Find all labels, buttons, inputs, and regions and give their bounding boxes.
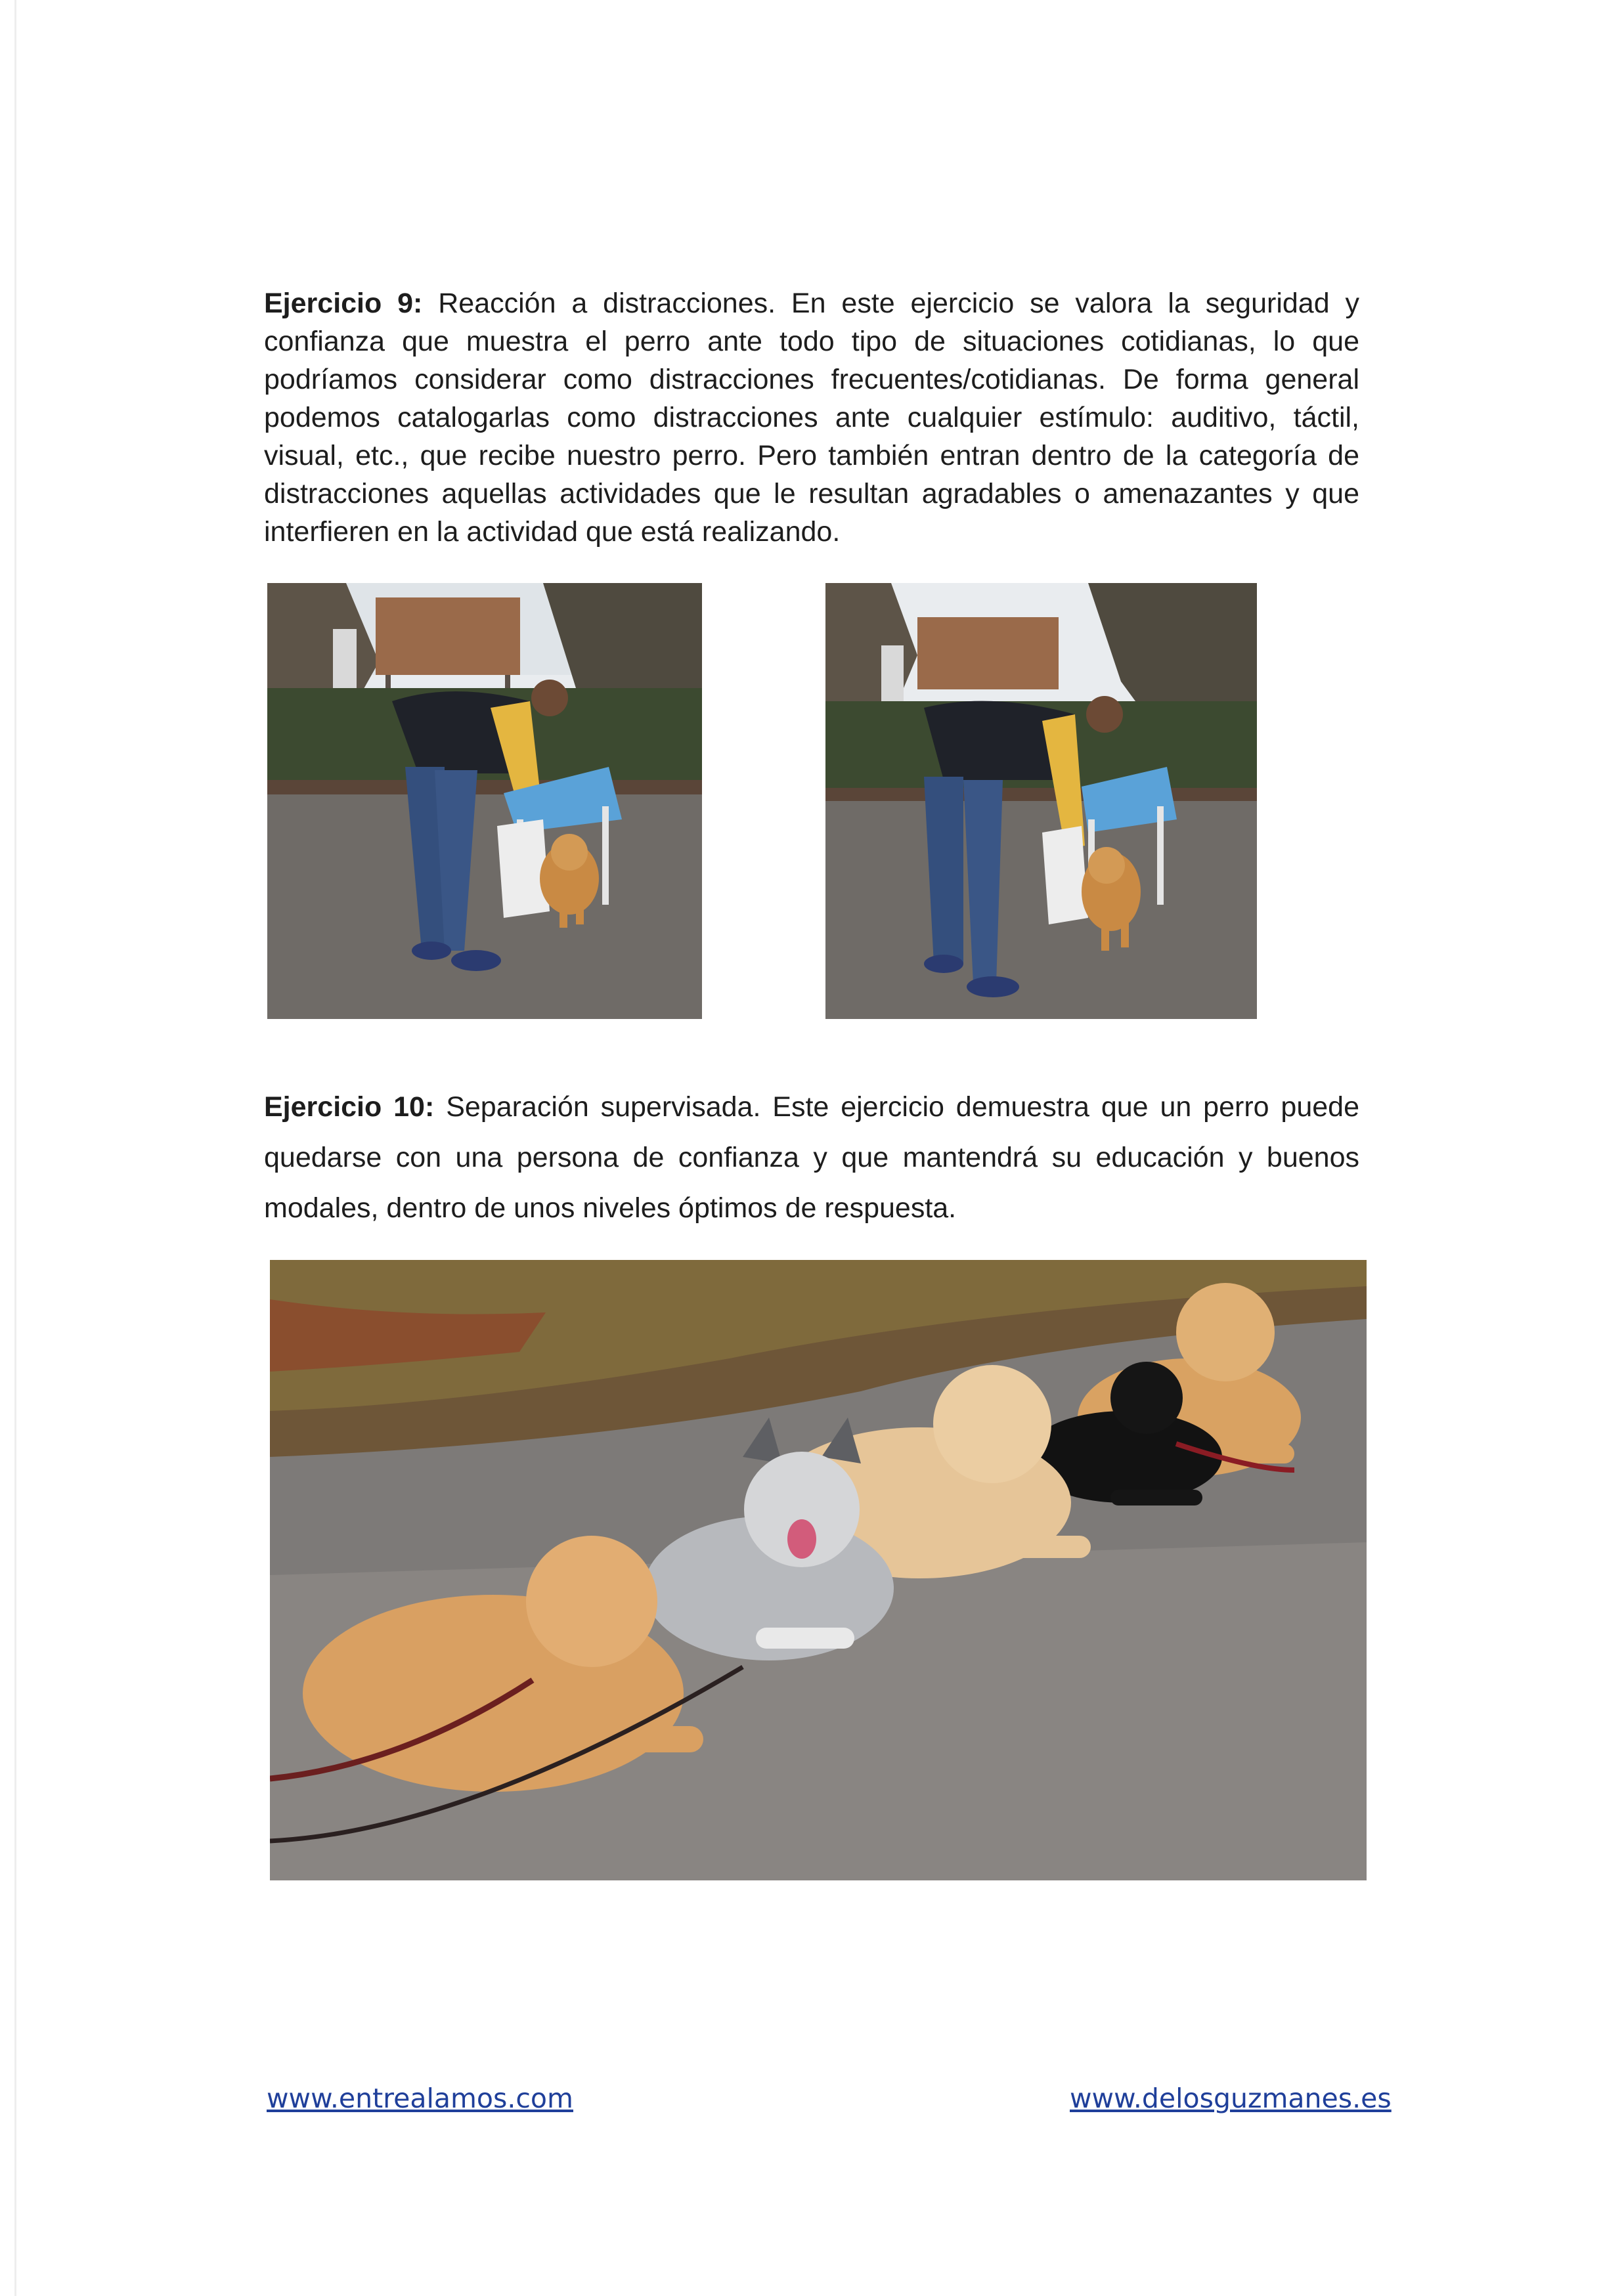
- footer-link-delosguzmanes[interactable]: www.delosguzmanes.es: [1070, 2083, 1392, 2114]
- exercise-10-label: Ejercicio 10:: [264, 1091, 435, 1123]
- exercise-10-text: Separación supervisada. Este ejercicio demuestra que un perro puede quedarse con una persona de confianza y que mantendrá su educación y buenos modales, dentro de unos niveles óptimos de respuesta.: [264, 1091, 1359, 1224]
- exercise-10-paragraph: [264, 1082, 1359, 1234]
- exercise-9-paragraph: [264, 284, 1359, 551]
- photo-five-dogs-lying: [270, 1260, 1367, 1880]
- photo-man-dog-chairs-right: [825, 583, 1257, 1019]
- scan-edge-line: [14, 0, 16, 2296]
- photo-man-dog-chairs-left: [267, 583, 702, 1019]
- exercise-9-label: Ejercicio 9:: [264, 288, 423, 319]
- exercise-9-text: Reacción a distracciones. En este ejercicio se valora la seguridad y confianza que muestra el perro ante todo tipo de situaciones cotidianas, lo que podríamos considerar como distracciones frecuentes/cotidianas. De forma general podemos catalogarlas como distracciones ante cualquier estímulo: auditivo, táctil, visual, etc., que recibe nuestro perro. Pero también entran dentro de la categoría de distracciones aquellas actividades que le resultan agradables o amenazantes y que interfieren en la actividad que está realizando.: [264, 288, 1359, 548]
- footer-link-entrealamos[interactable]: www.entrealamos.com: [267, 2083, 573, 2114]
